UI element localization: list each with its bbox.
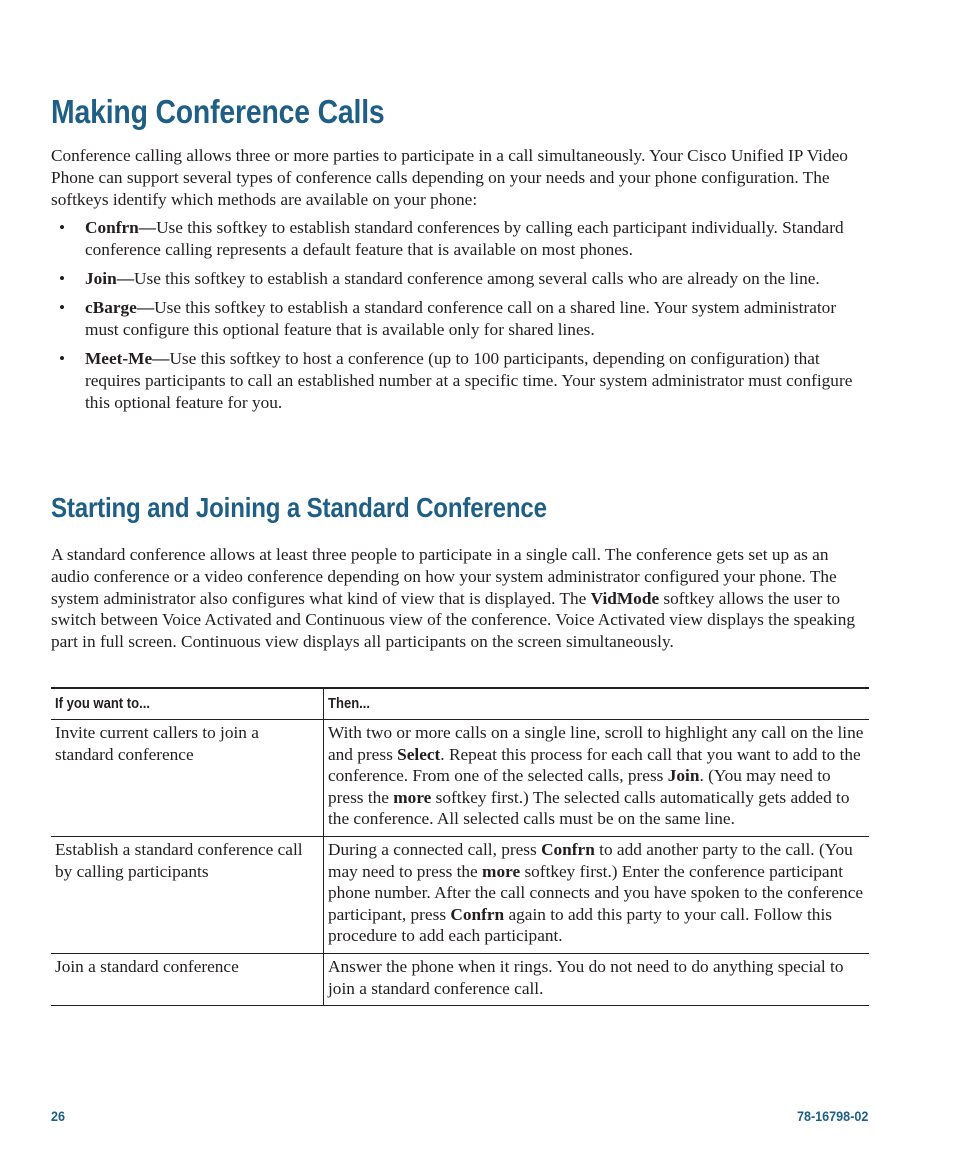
cell-want: Invite current callers to join a standard conference [51,720,324,837]
softkey-list [51,217,869,421]
column-header-want: If you want to... [51,688,324,720]
softkey-description: Use this softkey to establish standard conferences by calling each participant individually. Standard conference calling represents a default feature that is available on most phones. [85,218,844,259]
bullet-icon: • [59,349,66,369]
page-title: Making Conference Calls [51,93,385,130]
table-row [51,836,869,953]
cell-want: Establish a standard conference call by calling participants [51,836,324,953]
softkey-term: Confrn— [85,218,157,237]
vidmode-softkey: VidMode [590,588,660,608]
procedure-table [51,687,869,1006]
intro-paragraph: Conference calling allows three or more parties to participate in a call simultaneously. Your Cisco Unified IP Video Phone can support several types of conference calls depending on your needs and your phone configuration. The softkeys identify which methods are available on your phone: [51,146,848,209]
softkey-term: cBarge— [85,298,155,318]
cell-then: During a connected call, press Confrn to add another party to the call. (You may need to press the more softkey first.) Enter the conference participant phone number. After the call connects and you have spoken to the conference participant, press Confrn again to add this party to your call. Follow this procedure to add each participant. [324,836,870,953]
softkey-term: Join— [85,269,134,289]
table-row [51,953,869,1005]
softkey-description: Use this softkey to host a conference (up to 100 participants, depending on configuration) that requires participants to call an established number at a specific time. Your system administrator must configure this optional feature for you. [85,349,853,413]
bullet-icon: • [59,298,66,318]
document-number: 78-16798-02 [796,1108,868,1124]
page-number: 26 [51,1108,66,1124]
cell-then: Answer the phone when it rings. You do not need to do anything special to join a standard conference call. [324,953,870,1005]
list-item [51,268,869,290]
column-header-then: Then... [324,688,870,720]
softkey-term: Meet-Me— [85,349,170,369]
cell-want: Join a standard conference [51,953,324,1005]
table-row [51,720,869,837]
softkey-description: Use this softkey to establish a standard conference call on a shared line. Your system administrator must configure this optional feature that is available only for shared lines. [85,298,837,340]
cell-then: With two or more calls on a single line, scroll to highlight any call on the line and press Select. Repeat this process for each call that you want to add to the conference. From one of the selected calls, press Join. (You may need to press the more softkey first.) The selected calls automatically gets added to the conference. All selected calls must be on the same line. [324,720,870,837]
list-item [51,297,869,341]
bullet-icon: • [59,218,66,237]
list-item [51,348,869,413]
section-paragraph: A standard conference allows at least three people to participate in a single call. The conference gets set up as an audio conference or a video conference depending on how your system administrator configured your phone. The system administrator also configures what kind of view that is displayed. The VidMode softkey allows the user to switch between Voice Activated and Continuous view of the conference. Voice Activated view displays the speaking part in full screen. Continuous view displays all participants on the screen simultaneously. [51,545,856,652]
section-heading: Starting and Joining a Standard Conference [51,492,547,523]
list-item [51,217,869,261]
bullet-icon: • [59,269,66,289]
table-header-row [51,688,869,720]
softkey-description: Use this softkey to establish a standard conference among several calls who are already on the line. [133,269,820,289]
